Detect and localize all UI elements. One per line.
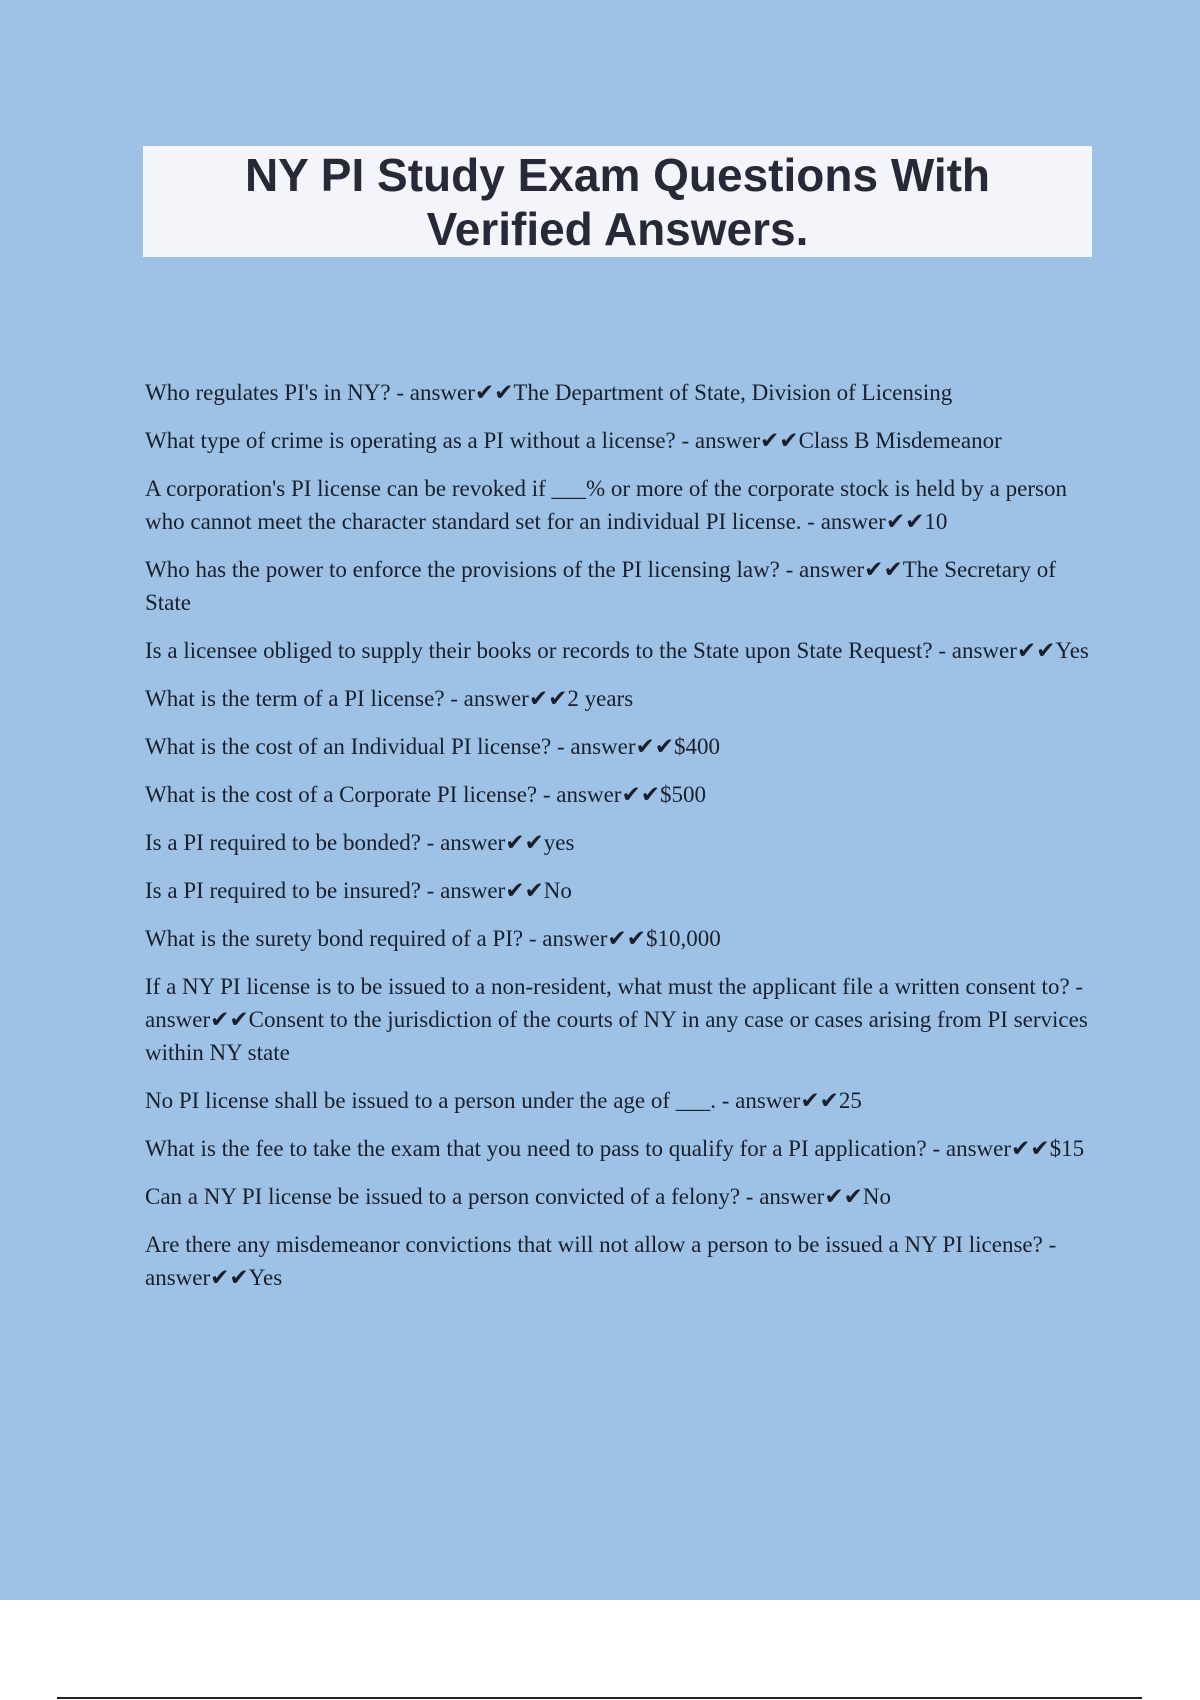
qa-item: What type of crime is operating as a PI without a license? - answer✔✔Class B Misdemeanor xyxy=(145,428,1002,453)
qa-item: What is the fee to take the exam that you need to pass to qualify for a PI application? - answer✔✔$15 xyxy=(145,1136,1085,1161)
qa-item: A corporation's PI license can be revoked if ___% or more of the corporate stock is held by a person who cannot meet the character standard set for an individual PI license. - answer✔✔10 xyxy=(145,476,1067,534)
document-title: NY PI Study Exam Questions With Verified Answers. xyxy=(244,148,991,255)
footer-divider xyxy=(57,1697,1142,1699)
qa-item: Is a licensee obliged to supply their books or records to the State upon State Request? - answer✔✔Yes xyxy=(145,638,1089,663)
qa-item: Can a NY PI license be issued to a person convicted of a felony? - answer✔✔No xyxy=(145,1184,891,1209)
qa-item: If a NY PI license is to be issued to a non-resident, what must the applicant file a written consent to? - answer✔✔Consent to the jurisdiction of the courts of NY in any case or cases arising from PI services within NY state xyxy=(145,974,1088,1065)
qa-item: Is a PI required to be bonded? - answer✔✔yes xyxy=(145,830,575,855)
qa-item: What is the cost of a Corporate PI license? - answer✔✔$500 xyxy=(145,782,706,807)
title-banner xyxy=(143,146,1092,257)
qa-item: Are there any misdemeanor convictions that will not allow a person to be issued a NY PI license? - answer✔✔Yes xyxy=(145,1232,1057,1290)
qa-item: What is the surety bond required of a PI? - answer✔✔$10,000 xyxy=(145,926,721,951)
qa-item: Is a PI required to be insured? - answer✔✔No xyxy=(145,878,572,903)
qa-item: What is the cost of an Individual PI license? - answer✔✔$400 xyxy=(145,734,721,759)
qa-item: No PI license shall be issued to a person under the age of ___. - answer✔✔25 xyxy=(145,1088,862,1113)
qa-item: What is the term of a PI license? - answer✔✔2 years xyxy=(145,686,634,711)
qa-list xyxy=(145,376,1095,1309)
qa-item: Who regulates PI's in NY? - answer✔✔The Department of State, Division of Licensing xyxy=(145,380,953,405)
qa-item: Who has the power to enforce the provisions of the PI licensing law? - answer✔✔The Secretary of State xyxy=(145,557,1056,615)
